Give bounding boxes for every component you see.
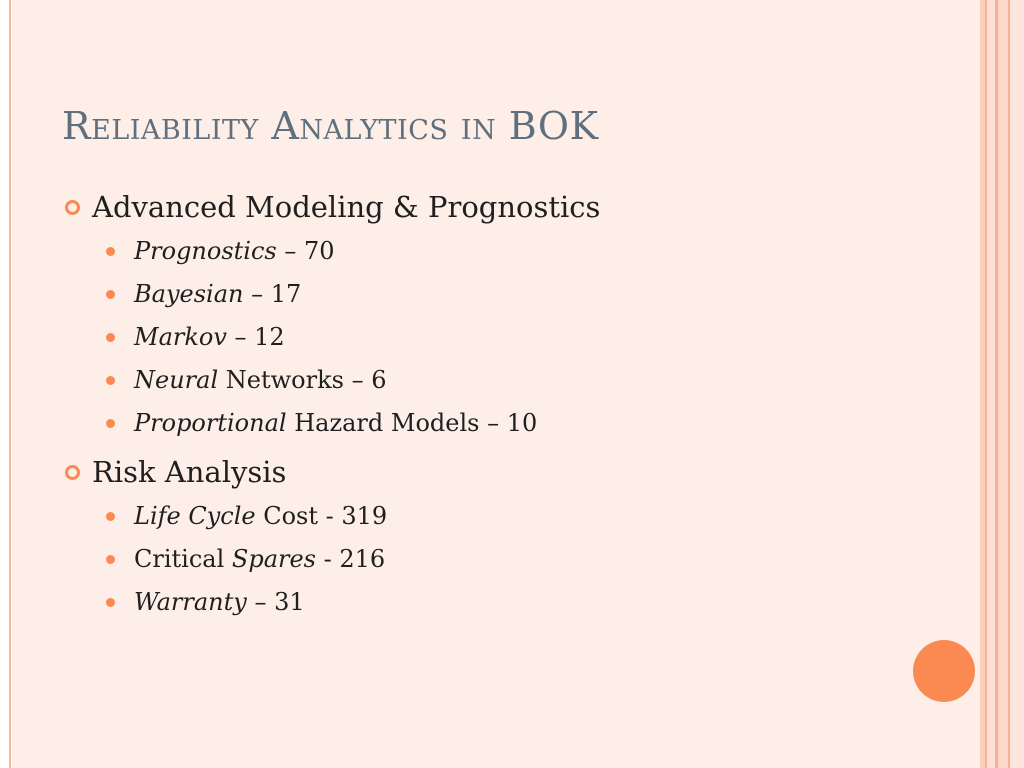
slide-title: Reliability Analytics in BOK	[62, 104, 599, 148]
item-text: Hazard Models	[286, 409, 480, 437]
item-count: – 70	[276, 237, 335, 265]
item-text: Cost	[255, 502, 318, 530]
list-item	[62, 316, 902, 359]
section-heading-text: Advanced Modeling & Prognostics	[92, 190, 601, 224]
dot-bullet-icon	[106, 419, 115, 428]
item-count: – 17	[243, 280, 302, 308]
list-item	[62, 230, 902, 273]
item-count: – 12	[226, 323, 285, 351]
list-item	[62, 538, 902, 581]
section-heading-text: Risk Analysis	[92, 455, 287, 489]
section-heading	[62, 449, 902, 495]
item-count: - 319	[317, 502, 388, 530]
item-count: – 6	[343, 366, 387, 394]
dot-bullet-icon	[106, 555, 115, 564]
section-heading	[62, 184, 902, 230]
list-item	[62, 359, 902, 402]
item-italic-text: Neural	[134, 366, 219, 394]
right-stripe	[998, 0, 1008, 768]
ring-bullet-icon	[65, 465, 80, 480]
item-italic-text: Markov	[134, 323, 227, 351]
item-count: – 31	[246, 588, 305, 616]
item-italic-text: Bayesian	[134, 280, 244, 308]
item-count: – 10	[479, 409, 538, 437]
item-prefix-text: Critical	[134, 545, 232, 573]
list-item	[62, 273, 902, 316]
list-item	[62, 495, 902, 538]
dot-bullet-icon	[106, 376, 115, 385]
item-italic-text: Warranty	[134, 588, 247, 616]
item-italic-text: Spares	[231, 545, 316, 573]
ring-bullet-icon	[65, 200, 80, 215]
decorative-circle	[913, 640, 975, 702]
dot-bullet-icon	[106, 512, 115, 521]
right-stripe	[1010, 0, 1024, 768]
list-item	[62, 402, 902, 445]
item-italic-text: Life Cycle	[134, 502, 256, 530]
item-count: - 216	[316, 545, 386, 573]
dot-bullet-icon	[106, 333, 115, 342]
right-stripe	[987, 0, 995, 768]
left-border-line	[9, 0, 11, 768]
dot-bullet-icon	[106, 247, 115, 256]
list-item	[62, 581, 902, 624]
item-italic-text: Proportional	[134, 409, 287, 437]
bullet-list	[62, 184, 902, 624]
item-text: Networks	[218, 366, 344, 394]
dot-bullet-icon	[106, 598, 115, 607]
item-italic-text: Prognostics	[134, 237, 277, 265]
dot-bullet-icon	[106, 290, 115, 299]
